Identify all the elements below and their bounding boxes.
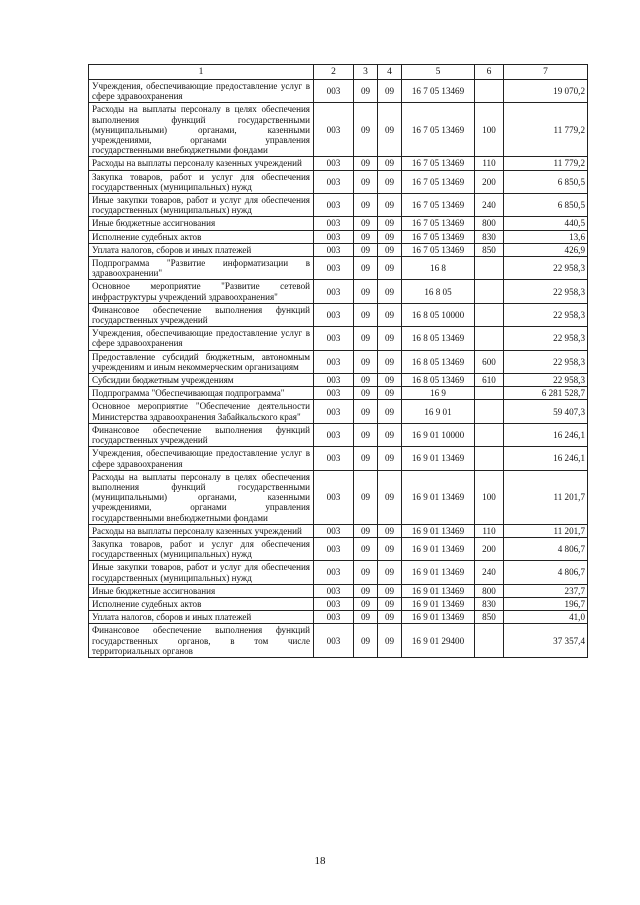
row-subsection-cell: 09 — [378, 470, 402, 524]
row-amount-cell: 426,9 — [504, 243, 588, 256]
table-row — [89, 447, 588, 470]
row-name-cell: Уплата налогов, сборов и иных платежей — [89, 611, 314, 624]
table-row — [89, 387, 588, 400]
row-expense-type-cell: 610 — [475, 374, 504, 387]
row-name-cell: Учреждения, обеспечивающие предоставление услуг в сфере здравоохранения — [89, 447, 314, 470]
table-row — [89, 230, 588, 243]
table-row — [89, 374, 588, 387]
row-subsection-cell: 09 — [378, 561, 402, 584]
row-section-cell: 09 — [354, 584, 378, 597]
table-row — [89, 350, 588, 373]
table-row — [89, 257, 588, 280]
row-target-article-cell: 16 9 01 13469 — [402, 537, 475, 560]
row-target-article-cell: 16 7 05 13469 — [402, 230, 475, 243]
row-section-cell: 09 — [354, 194, 378, 217]
row-code-cell: 003 — [314, 611, 354, 624]
row-subsection-cell: 09 — [378, 447, 402, 470]
table-row — [89, 423, 588, 446]
row-section-cell: 09 — [354, 537, 378, 560]
row-name-cell: Расходы на выплаты персоналу казенных учреждений — [89, 524, 314, 537]
row-code-cell: 003 — [314, 257, 354, 280]
row-code-cell: 003 — [314, 280, 354, 303]
row-amount-cell: 6 850,5 — [504, 194, 588, 217]
row-amount-cell: 196,7 — [504, 597, 588, 610]
row-subsection-cell: 09 — [378, 280, 402, 303]
row-name-cell: Расходы на выплаты персоналу казенных учреждений — [89, 157, 314, 170]
row-amount-cell: 440,5 — [504, 217, 588, 230]
header-cell: 2 — [314, 65, 354, 80]
row-expense-type-cell: 830 — [475, 230, 504, 243]
row-name-cell: Закупка товаров, работ и услуг для обеспечения государственных (муниципальных) нужд — [89, 537, 314, 560]
row-code-cell: 003 — [314, 561, 354, 584]
table-row — [89, 217, 588, 230]
row-code-cell: 003 — [314, 350, 354, 373]
row-expense-type-cell — [475, 80, 504, 103]
row-expense-type-cell: 240 — [475, 561, 504, 584]
row-amount-cell: 4 806,7 — [504, 537, 588, 560]
header-cell: 6 — [475, 65, 504, 80]
row-expense-type-cell — [475, 624, 504, 658]
table-row — [89, 303, 588, 326]
row-name-cell: Закупка товаров, работ и услуг для обеспечения государственных (муниципальных) нужд — [89, 170, 314, 193]
row-section-cell: 09 — [354, 447, 378, 470]
row-expense-type-cell — [475, 400, 504, 423]
row-name-cell: Финансовое обеспечение выполнения функций государственных учреждений — [89, 423, 314, 446]
row-code-cell: 003 — [314, 303, 354, 326]
row-code-cell: 003 — [314, 374, 354, 387]
row-code-cell: 003 — [314, 470, 354, 524]
row-subsection-cell: 09 — [378, 230, 402, 243]
row-section-cell: 09 — [354, 217, 378, 230]
row-code-cell: 003 — [314, 157, 354, 170]
row-subsection-cell: 09 — [378, 584, 402, 597]
row-target-article-cell: 16 7 05 13469 — [402, 103, 475, 157]
row-target-article-cell: 16 7 05 13469 — [402, 194, 475, 217]
row-code-cell: 003 — [314, 524, 354, 537]
row-subsection-cell: 09 — [378, 243, 402, 256]
row-target-article-cell: 16 8 05 10000 — [402, 303, 475, 326]
row-expense-type-cell: 850 — [475, 243, 504, 256]
row-target-article-cell: 16 9 01 29400 — [402, 624, 475, 658]
table-row — [89, 194, 588, 217]
table-row — [89, 400, 588, 423]
row-target-article-cell: 16 7 05 13469 — [402, 157, 475, 170]
table-row — [89, 624, 588, 658]
row-target-article-cell: 16 7 05 13469 — [402, 243, 475, 256]
row-expense-type-cell — [475, 257, 504, 280]
row-code-cell: 003 — [314, 537, 354, 560]
row-section-cell: 09 — [354, 624, 378, 658]
row-code-cell: 003 — [314, 230, 354, 243]
page-number: 18 — [314, 855, 326, 867]
row-expense-type-cell: 240 — [475, 194, 504, 217]
row-expense-type-cell: 800 — [475, 217, 504, 230]
row-name-cell: Расходы на выплаты персоналу в целях обеспечения выполнения функций государственными (муниципальными) органами, казенными учреждениями, органами управления государственными внебюджетными фондами — [89, 103, 314, 157]
row-target-article-cell: 16 9 01 13469 — [402, 584, 475, 597]
row-amount-cell: 22 958,3 — [504, 303, 588, 326]
row-expense-type-cell: 110 — [475, 524, 504, 537]
row-section-cell: 09 — [354, 470, 378, 524]
row-name-cell: Финансовое обеспечение выполнения функций государственных учреждений — [89, 303, 314, 326]
row-code-cell: 003 — [314, 423, 354, 446]
row-subsection-cell: 09 — [378, 217, 402, 230]
header-cell: 4 — [378, 65, 402, 80]
row-expense-type-cell: 200 — [475, 170, 504, 193]
row-section-cell: 09 — [354, 103, 378, 157]
row-target-article-cell: 16 9 01 13469 — [402, 524, 475, 537]
row-subsection-cell: 09 — [378, 303, 402, 326]
row-name-cell: Уплата налогов, сборов и иных платежей — [89, 243, 314, 256]
row-expense-type-cell — [475, 303, 504, 326]
row-name-cell: Учреждения, обеспечивающие предоставление услуг в сфере здравоохранения — [89, 327, 314, 350]
row-target-article-cell: 16 9 01 13469 — [402, 470, 475, 524]
row-subsection-cell: 09 — [378, 624, 402, 658]
row-amount-cell: 11 779,2 — [504, 103, 588, 157]
row-code-cell: 003 — [314, 447, 354, 470]
row-section-cell: 09 — [354, 257, 378, 280]
row-code-cell: 003 — [314, 387, 354, 400]
table-row — [89, 537, 588, 560]
row-subsection-cell: 09 — [378, 400, 402, 423]
row-amount-cell: 11 779,2 — [504, 157, 588, 170]
row-name-cell: Подпрограмма "Развитие информатизации в здравоохранении" — [89, 257, 314, 280]
row-expense-type-cell: 200 — [475, 537, 504, 560]
row-code-cell: 003 — [314, 243, 354, 256]
row-expense-type-cell: 600 — [475, 350, 504, 373]
row-target-article-cell: 16 9 01 10000 — [402, 423, 475, 446]
table-row — [89, 611, 588, 624]
row-name-cell: Субсидии бюджетным учреждениям — [89, 374, 314, 387]
table-row — [89, 327, 588, 350]
row-target-article-cell: 16 8 05 13469 — [402, 327, 475, 350]
row-subsection-cell: 09 — [378, 194, 402, 217]
row-target-article-cell: 16 8 05 — [402, 280, 475, 303]
row-amount-cell: 37 357,4 — [504, 624, 588, 658]
row-section-cell: 09 — [354, 170, 378, 193]
row-code-cell: 003 — [314, 624, 354, 658]
row-name-cell: Подпрограмма "Обеспечивающая подпрограмма" — [89, 387, 314, 400]
row-amount-cell: 16 246,1 — [504, 423, 588, 446]
table-body — [89, 80, 588, 658]
row-amount-cell: 11 201,7 — [504, 524, 588, 537]
row-subsection-cell: 09 — [378, 374, 402, 387]
row-name-cell: Расходы на выплаты персоналу в целях обеспечения выполнения функций государственными (муниципальными) органами, казенными учреждениями, органами управления государственными внебюджетными фондами — [89, 470, 314, 524]
row-section-cell: 09 — [354, 157, 378, 170]
row-subsection-cell: 09 — [378, 327, 402, 350]
row-subsection-cell: 09 — [378, 103, 402, 157]
row-amount-cell: 22 958,3 — [504, 350, 588, 373]
row-section-cell: 09 — [354, 243, 378, 256]
row-amount-cell: 22 958,3 — [504, 327, 588, 350]
row-amount-cell: 59 407,3 — [504, 400, 588, 423]
row-amount-cell: 22 958,3 — [504, 280, 588, 303]
table-row — [89, 524, 588, 537]
row-target-article-cell: 16 9 01 13469 — [402, 597, 475, 610]
row-section-cell: 09 — [354, 423, 378, 446]
table-row — [89, 170, 588, 193]
row-name-cell: Иные закупки товаров, работ и услуг для обеспечения государственных (муниципальных) нужд — [89, 194, 314, 217]
row-expense-type-cell: 110 — [475, 157, 504, 170]
row-expense-type-cell — [475, 327, 504, 350]
row-target-article-cell: 16 9 01 13469 — [402, 611, 475, 624]
table-row — [89, 80, 588, 103]
row-section-cell: 09 — [354, 350, 378, 373]
row-section-cell: 09 — [354, 80, 378, 103]
row-amount-cell: 11 201,7 — [504, 470, 588, 524]
row-section-cell: 09 — [354, 524, 378, 537]
row-code-cell: 003 — [314, 80, 354, 103]
row-amount-cell: 6 850,5 — [504, 170, 588, 193]
row-section-cell: 09 — [354, 374, 378, 387]
row-code-cell: 003 — [314, 194, 354, 217]
row-section-cell: 09 — [354, 611, 378, 624]
header-cell: 3 — [354, 65, 378, 80]
row-code-cell: 003 — [314, 103, 354, 157]
row-subsection-cell: 09 — [378, 537, 402, 560]
row-subsection-cell: 09 — [378, 257, 402, 280]
row-section-cell: 09 — [354, 561, 378, 584]
row-name-cell: Иные закупки товаров, работ и услуг для обеспечения государственных (муниципальных) нужд — [89, 561, 314, 584]
row-amount-cell: 22 958,3 — [504, 374, 588, 387]
row-expense-type-cell — [475, 423, 504, 446]
row-target-article-cell: 16 7 05 13469 — [402, 80, 475, 103]
row-amount-cell: 237,7 — [504, 584, 588, 597]
row-section-cell: 09 — [354, 400, 378, 423]
row-subsection-cell: 09 — [378, 350, 402, 373]
row-subsection-cell: 09 — [378, 157, 402, 170]
row-target-article-cell: 16 7 05 13469 — [402, 217, 475, 230]
row-code-cell: 003 — [314, 327, 354, 350]
budget-table — [88, 64, 588, 658]
row-code-cell: 003 — [314, 217, 354, 230]
table-header-row — [89, 65, 588, 80]
table-row — [89, 103, 588, 157]
row-target-article-cell: 16 9 01 13469 — [402, 447, 475, 470]
row-subsection-cell: 09 — [378, 597, 402, 610]
row-expense-type-cell — [475, 280, 504, 303]
row-expense-type-cell: 830 — [475, 597, 504, 610]
row-name-cell: Финансовое обеспечение выполнения функций государственных органов, в том числе территориальных органов — [89, 624, 314, 658]
table-row — [89, 243, 588, 256]
row-expense-type-cell: 100 — [475, 470, 504, 524]
row-target-article-cell: 16 9 01 13469 — [402, 561, 475, 584]
row-expense-type-cell: 100 — [475, 103, 504, 157]
table-row — [89, 470, 588, 524]
header-cell: 5 — [402, 65, 475, 80]
row-name-cell: Иные бюджетные ассигнования — [89, 584, 314, 597]
row-expense-type-cell — [475, 387, 504, 400]
budget-table-sheet — [88, 64, 587, 658]
row-subsection-cell: 09 — [378, 387, 402, 400]
row-name-cell: Основное мероприятие "Обеспечение деятельности Министерства здравоохранения Забайкальского края" — [89, 400, 314, 423]
table-row — [89, 157, 588, 170]
row-name-cell: Предоставление субсидий бюджетным, автономным учреждениям и иным некоммерческим организациям — [89, 350, 314, 373]
table-row — [89, 561, 588, 584]
row-section-cell: 09 — [354, 327, 378, 350]
row-amount-cell: 4 806,7 — [504, 561, 588, 584]
row-section-cell: 09 — [354, 597, 378, 610]
row-target-article-cell: 16 9 01 — [402, 400, 475, 423]
header-cell: 7 — [504, 65, 588, 80]
row-amount-cell: 41,0 — [504, 611, 588, 624]
row-target-article-cell: 16 8 05 13469 — [402, 374, 475, 387]
row-target-article-cell: 16 8 05 13469 — [402, 350, 475, 373]
row-target-article-cell: 16 9 — [402, 387, 475, 400]
table-row — [89, 280, 588, 303]
row-code-cell: 003 — [314, 597, 354, 610]
row-subsection-cell: 09 — [378, 423, 402, 446]
table-row — [89, 584, 588, 597]
row-code-cell: 003 — [314, 170, 354, 193]
header-cell: 1 — [89, 65, 314, 80]
row-amount-cell: 19 070,2 — [504, 80, 588, 103]
row-name-cell: Учреждения, обеспечивающие предоставление услуг в сфере здравоохранения — [89, 80, 314, 103]
row-subsection-cell: 09 — [378, 170, 402, 193]
row-name-cell: Иные бюджетные ассигнования — [89, 217, 314, 230]
row-subsection-cell: 09 — [378, 611, 402, 624]
row-amount-cell: 13,6 — [504, 230, 588, 243]
row-code-cell: 003 — [314, 584, 354, 597]
row-name-cell: Исполнение судебных актов — [89, 230, 314, 243]
row-code-cell: 003 — [314, 400, 354, 423]
row-expense-type-cell — [475, 447, 504, 470]
row-expense-type-cell: 850 — [475, 611, 504, 624]
row-amount-cell: 6 281 528,7 — [504, 387, 588, 400]
row-section-cell: 09 — [354, 387, 378, 400]
row-amount-cell: 16 246,1 — [504, 447, 588, 470]
row-section-cell: 09 — [354, 230, 378, 243]
table-row — [89, 597, 588, 610]
row-target-article-cell: 16 7 05 13469 — [402, 170, 475, 193]
row-expense-type-cell: 800 — [475, 584, 504, 597]
row-amount-cell: 22 958,3 — [504, 257, 588, 280]
row-name-cell: Основное мероприятие "Развитие сетевой инфраструктуры учреждений здравоохранения" — [89, 280, 314, 303]
row-subsection-cell: 09 — [378, 80, 402, 103]
row-section-cell: 09 — [354, 303, 378, 326]
row-target-article-cell: 16 8 — [402, 257, 475, 280]
row-section-cell: 09 — [354, 280, 378, 303]
row-subsection-cell: 09 — [378, 524, 402, 537]
row-name-cell: Исполнение судебных актов — [89, 597, 314, 610]
